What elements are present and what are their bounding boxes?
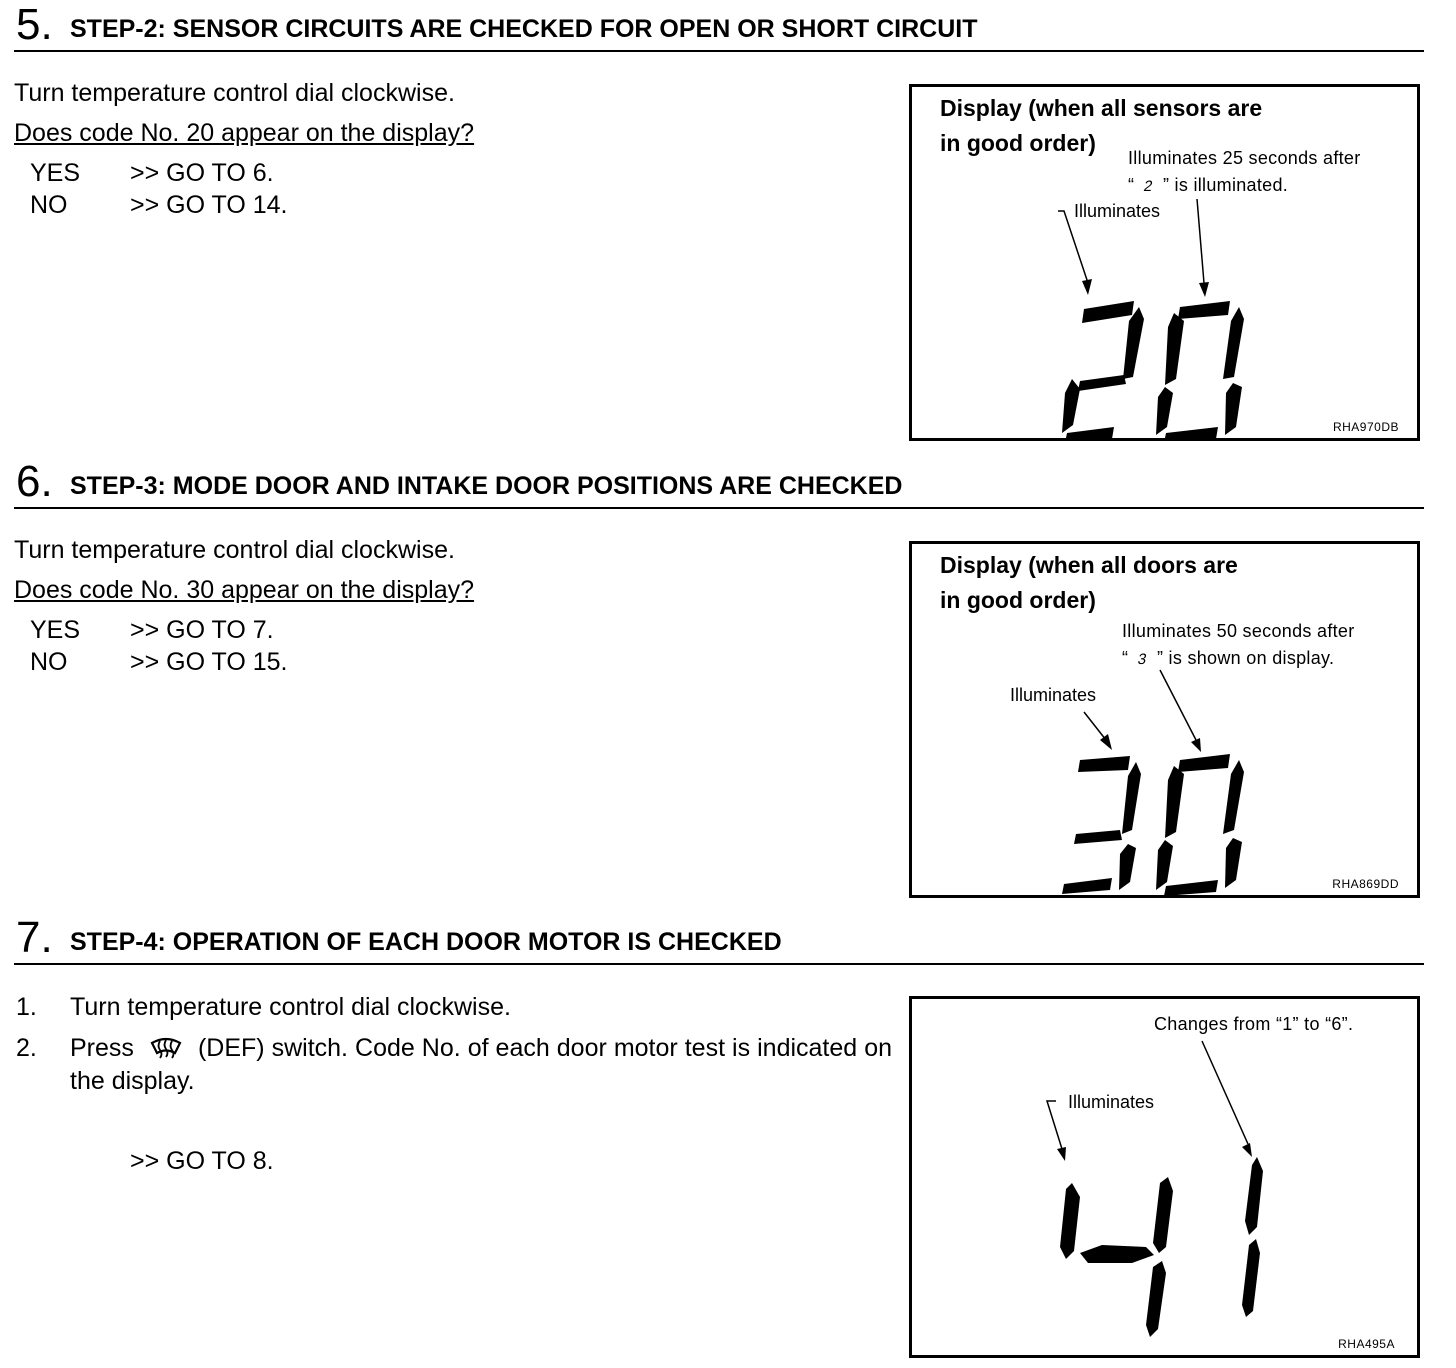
section-number: 6. xyxy=(16,457,53,506)
digit-0-seg-c xyxy=(1225,838,1242,888)
section-step-2 xyxy=(14,0,1424,450)
figure-note-line2: “ 3 ” is shown on display. xyxy=(1122,645,1355,673)
digit-0-seg-d xyxy=(1164,427,1218,438)
illuminates-leader-left xyxy=(1047,1101,1062,1149)
defrost-icon xyxy=(149,1037,183,1059)
digit-2-seg-b xyxy=(1123,307,1144,379)
figure-note xyxy=(1122,618,1355,673)
step-text: Turn temperature control dial clockwise. xyxy=(70,993,511,1021)
illuminates-label: Illuminates xyxy=(1068,1092,1155,1112)
arrowhead-left xyxy=(1100,734,1112,750)
digit-0-seg-e xyxy=(1156,840,1173,890)
section-title: STEP-3: MODE DOOR AND INTAKE DOOR POSITIONS ARE CHECKED xyxy=(70,472,903,500)
no-goto-link[interactable]: >> GO TO 14. xyxy=(130,191,288,219)
question-text: Does code No. 20 appear on the display? xyxy=(14,119,475,147)
section-header xyxy=(14,913,1424,965)
yes-label: YES xyxy=(30,159,81,187)
arrowhead-right xyxy=(1199,282,1209,297)
digit-0-seg-d xyxy=(1164,880,1218,895)
section-step-4 xyxy=(14,913,1424,1365)
figure-note xyxy=(1128,145,1361,200)
digit-3-seg-a xyxy=(1078,756,1130,772)
no-label: NO xyxy=(30,191,68,219)
illuminates-leader-right xyxy=(1197,199,1204,283)
section-title: STEP-2: SENSOR CIRCUITS ARE CHECKED FOR OPEN OR SHORT CIRCUIT xyxy=(70,15,978,43)
digit-glyph: 3 xyxy=(1136,651,1149,668)
figure-code: RHA495A xyxy=(1338,1337,1395,1351)
display-figure xyxy=(909,84,1420,441)
digit-2-seg-e xyxy=(1062,379,1080,433)
no-label: NO xyxy=(30,648,68,676)
section-step-3 xyxy=(14,457,1424,907)
illuminates-label: Illuminates xyxy=(1010,685,1097,705)
digit-3-seg-c xyxy=(1119,844,1136,890)
digit-1-seg-c xyxy=(1242,1239,1260,1317)
section-header xyxy=(14,0,1424,52)
step-text: Press (DEF) switch. Code No. of each door motor test is indicated on the display. xyxy=(70,1034,892,1095)
digit-glyph: 2 xyxy=(1142,178,1155,195)
digit-0-seg-f xyxy=(1165,313,1184,385)
no-goto-link[interactable]: >> GO TO 15. xyxy=(130,648,288,676)
digit-0-seg-f xyxy=(1165,766,1184,838)
illuminates-label: Illuminates xyxy=(1074,201,1161,221)
digit-0-seg-a xyxy=(1178,301,1230,319)
figure-note-line2: “ 2 ” is illuminated. xyxy=(1128,172,1361,200)
digit-0-seg-a xyxy=(1178,754,1230,772)
figure-title-line2: in good order) xyxy=(940,130,1096,156)
digit-1-seg-b xyxy=(1245,1157,1263,1235)
yes-goto-link[interactable]: >> GO TO 6. xyxy=(130,159,274,187)
figure-title-line1: Display (when all doors are xyxy=(940,552,1238,578)
instruction-text: Turn temperature control dial clockwise. xyxy=(14,536,455,564)
arrowhead-left xyxy=(1057,1147,1066,1161)
digit-0-seg-e xyxy=(1156,387,1173,435)
goto-link[interactable]: >> GO TO 8. xyxy=(130,1147,274,1175)
figure-title-line2: in good order) xyxy=(940,587,1096,613)
digit-0-seg-b xyxy=(1223,307,1244,379)
seven-segment-display xyxy=(912,999,1417,1355)
digit-4-seg-f xyxy=(1060,1183,1080,1259)
digit-2-seg-g xyxy=(1078,375,1126,391)
digit-2-seg-d xyxy=(1065,427,1114,438)
section-title: STEP-4: OPERATION OF EACH DOOR MOTOR IS CHECKED xyxy=(70,928,782,956)
digit-0-seg-c xyxy=(1225,383,1242,435)
arrowhead-left xyxy=(1082,279,1092,295)
step-number: 2. xyxy=(16,1034,37,1062)
figure-code: RHA869DD xyxy=(1332,877,1399,891)
step-number: 1. xyxy=(16,993,37,1021)
digit-4-seg-g xyxy=(1080,1245,1154,1263)
figure-note-line1: Illuminates 25 seconds after xyxy=(1128,148,1361,168)
digit-3-seg-g xyxy=(1074,830,1122,844)
section-number: 5. xyxy=(16,0,53,49)
section-number: 7. xyxy=(16,913,53,962)
display-figure xyxy=(909,541,1420,898)
figure-code: RHA970DB xyxy=(1332,420,1399,434)
display-figure xyxy=(909,996,1420,1358)
digit-3-seg-d xyxy=(1062,878,1112,894)
figure-title xyxy=(940,548,1238,618)
digit-0-seg-b xyxy=(1223,760,1244,834)
digit-3-seg-b xyxy=(1122,762,1141,834)
instruction-text: Turn temperature control dial clockwise. xyxy=(14,79,455,107)
arrowhead-right xyxy=(1191,738,1201,752)
digit-2-seg-a xyxy=(1082,301,1134,323)
figure-note: Changes from “1” to “6”. xyxy=(1154,1014,1354,1034)
yes-label: YES xyxy=(30,616,81,644)
digit-4-seg-c xyxy=(1146,1261,1166,1337)
section-header xyxy=(14,457,1424,509)
illuminates-leader-right xyxy=(1202,1041,1248,1144)
yes-goto-link[interactable]: >> GO TO 7. xyxy=(130,616,274,644)
digit-4-seg-b xyxy=(1153,1177,1173,1253)
illuminates-leader-right xyxy=(1160,670,1196,740)
figure-title-line1: Display (when all sensors are xyxy=(940,95,1263,121)
illuminates-leader-left xyxy=(1084,712,1106,740)
figure-note-line1: Illuminates 50 seconds after xyxy=(1122,621,1355,641)
arrowhead-right xyxy=(1242,1143,1252,1157)
question-text: Does code No. 30 appear on the display? xyxy=(14,576,475,604)
